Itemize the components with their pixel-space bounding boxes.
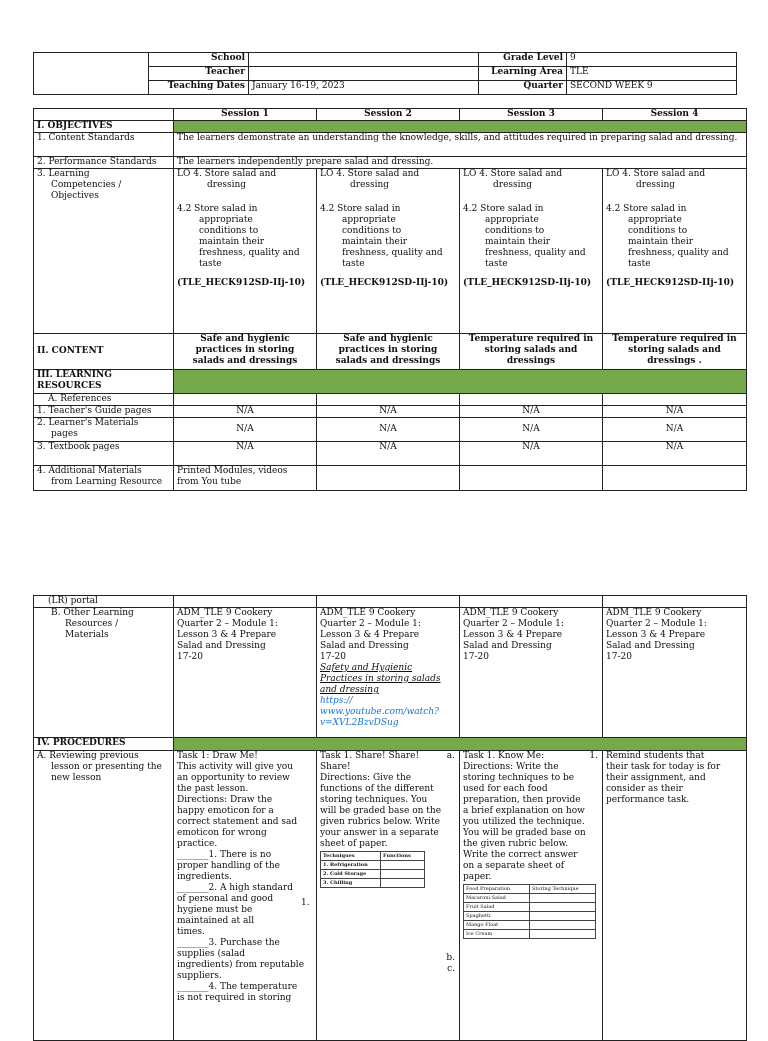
procedure-line: the given rubric below.: [463, 839, 569, 849]
adm-line: ADM_TLE 9 Cookery: [320, 608, 416, 618]
lo-line: dressing: [207, 180, 247, 190]
procedure-line: Task 1. Know Me:: [463, 751, 545, 761]
competency-line: conditions to: [485, 226, 545, 236]
other-session-3: [460, 608, 603, 738]
content-standards-text: The learners demonstrate an understanding the knowledge, skills, and attitudes required in preparing salad and dressing.: [174, 133, 747, 157]
other-session-4: [603, 608, 747, 738]
lo-line: dressing: [636, 180, 676, 190]
header-blank-cell: [34, 53, 149, 95]
procedure-session-2: [301, 751, 460, 1041]
procedure-line: on a separate sheet of: [463, 861, 565, 871]
food-head: Food Preparation: [464, 885, 530, 894]
competency-code: (TLE_HECK912SD-IIj-10): [606, 278, 735, 288]
adm-line: Lesson 3 & 4 Prepare: [463, 630, 563, 640]
adm-line: 17-20: [606, 652, 632, 662]
am-label-line: 4. Additional Materials: [37, 466, 142, 476]
procedure-line: of personal and good: [177, 894, 274, 904]
other-session-2: [317, 608, 460, 738]
lo-line: LO 4. Store salad and: [320, 169, 420, 179]
competency-session-4: [603, 169, 747, 334]
competency-line: maintain their: [342, 237, 408, 247]
adm-line: Lesson 3 & 4 Prepare: [177, 630, 277, 640]
procedures-heading: IV. PROCEDURES: [34, 738, 174, 751]
food-row: Mango Float: [464, 921, 530, 930]
area-value: TLE: [567, 67, 737, 81]
task-share: [320, 751, 456, 850]
lesson-plan-table: [33, 108, 747, 491]
competency-line: freshness, quality and: [342, 248, 443, 258]
lm-label-line: pages: [51, 429, 78, 439]
mark-1: 1.: [301, 898, 310, 908]
content-session-1: [174, 334, 317, 370]
procedure-line: an opportunity to review: [177, 773, 290, 783]
adm-line: Quarter 2 – Module 1:: [177, 619, 278, 629]
area-label: Learning Area: [479, 67, 567, 81]
procedure-line: _______4. The temperature: [177, 982, 298, 992]
mark-c: c.: [447, 964, 455, 974]
procedure-session-3: [460, 751, 603, 1041]
video-title-line: and dressing: [320, 685, 379, 695]
am-session-1: [174, 466, 317, 491]
lesson-plan-table-continued: [33, 595, 747, 1041]
adm-line: Salad and Dressing: [606, 641, 695, 651]
lo-line: dressing: [350, 180, 390, 190]
textbook-label: 3. Textbook pages: [34, 442, 174, 466]
competency-line: freshness, quality and: [199, 248, 300, 258]
lo-line: dressing: [493, 180, 533, 190]
competency-line: conditions to: [628, 226, 688, 236]
procedure-session-1: [174, 751, 317, 1041]
competency-line: appropriate: [628, 215, 682, 225]
competency-line: 4.2 Store salad in: [463, 204, 544, 214]
content-line: dressings .: [647, 356, 702, 366]
lo-line: LO 4. Store salad and: [606, 169, 706, 179]
proc-label-line: A. Reviewing previous: [37, 751, 139, 761]
competency-line: appropriate: [342, 215, 396, 225]
proc-label-line: lesson or presenting the: [51, 762, 162, 772]
adm-line: Salad and Dressing: [463, 641, 552, 651]
procedure-line: performance task.: [606, 795, 690, 805]
content-line: practices in storing: [195, 345, 295, 355]
procedure-line: their assignment, and: [606, 773, 706, 783]
adm-line: ADM_TLE 9 Cookery: [606, 608, 702, 618]
adm-line: Salad and Dressing: [320, 641, 409, 651]
adm-line: ADM_TLE 9 Cookery: [463, 608, 559, 618]
adm-line: Salad and Dressing: [177, 641, 266, 651]
proc-label-line: new lesson: [51, 773, 102, 783]
competency-session-2: [317, 169, 460, 334]
procedure-line: Write the correct answer: [463, 850, 578, 860]
dates-value: January 16-19, 2023: [249, 81, 479, 95]
food-row: Fruit Salad: [464, 903, 530, 912]
procedure-line: paper.: [463, 872, 492, 882]
lm-session-1: N/A: [174, 418, 317, 442]
procedure-line: Directions: Write the: [463, 762, 559, 772]
competencies-label: [34, 169, 174, 334]
procedure-line: Task 1. Share! Share!: [320, 751, 420, 761]
content-standards-label: 1. Content Standards: [34, 133, 174, 157]
procedure-line: Directions: Draw the: [177, 795, 273, 805]
procedure-line: storing techniques to be: [463, 773, 575, 783]
procedure-line: _______2. A high standard: [177, 883, 293, 893]
video-url-line: www.youtube.com/watch?: [320, 707, 439, 717]
adm-line: 17-20: [177, 652, 203, 662]
content-heading: II. CONTENT: [34, 334, 174, 370]
adm-line: Quarter 2 – Module 1:: [320, 619, 421, 629]
lr-portal-label: (LR) portal: [34, 596, 174, 608]
technique-head: Storing Technique: [530, 885, 596, 894]
procedure-line: you utilized the technique.: [463, 817, 585, 827]
procedure-line: your answer in a separate: [320, 828, 439, 838]
video-link[interactable]: [320, 696, 456, 729]
procedure-line: is not required in storing: [177, 993, 292, 1003]
procedure-line: times.: [177, 927, 205, 937]
competency-line: freshness, quality and: [485, 248, 586, 258]
procedure-line: _______3. Purchase the: [177, 938, 280, 948]
resources-heading-line: III. LEARNING: [37, 370, 112, 380]
competency-session-1: [174, 169, 317, 334]
procedure-line: Task 1: Draw Me!: [177, 751, 258, 761]
technique-row: 1. Refrigeration: [321, 861, 381, 870]
other-label-line: Resources /: [65, 619, 119, 629]
procedure-session-4: [603, 751, 747, 1041]
content-line: dressings: [506, 356, 556, 366]
procedure-line: supplies (salad: [177, 949, 246, 959]
adm-line: Lesson 3 & 4 Prepare: [320, 630, 420, 640]
references-label: A. References: [34, 394, 174, 406]
adm-line: Quarter 2 – Module 1:: [463, 619, 564, 629]
adm-line: ADM_TLE 9 Cookery: [177, 608, 273, 618]
procedure-line: This activity will give you: [177, 762, 293, 772]
other-label-line: B. Other Learning: [51, 608, 134, 618]
competencies-label-line: 3. Learning: [37, 169, 90, 179]
tb-session-1: N/A: [174, 442, 317, 466]
quarter-value: SECOND WEEK 9: [567, 81, 737, 95]
lo-line: LO 4. Store salad and: [177, 169, 277, 179]
competencies-label-line: Objectives: [51, 191, 99, 201]
mark-a: a.: [446, 751, 455, 761]
procedure-line: correct statement and sad: [177, 817, 298, 827]
school-value: [249, 53, 479, 67]
procedure-line: suppliers.: [177, 971, 222, 981]
procedure-a-label: [34, 751, 174, 1041]
video-title-line: Practices in storing salads: [320, 674, 441, 684]
other-session-1: [174, 608, 317, 738]
session-1-header: Session 1: [174, 109, 317, 121]
technique-row: 3. Chilling: [321, 879, 381, 888]
grade-value: 9: [567, 53, 737, 67]
procedure-line: practice.: [177, 839, 218, 849]
food-row: Ice Cream: [464, 930, 530, 939]
food-row: Macaroni Salad: [464, 894, 530, 903]
adm-line: Quarter 2 – Module 1:: [606, 619, 707, 629]
competency-line: 4.2 Store salad in: [177, 204, 258, 214]
content-line: salads and dressings: [335, 356, 441, 366]
header-table: [33, 52, 737, 95]
procedures-green-bar: [174, 738, 747, 751]
teacher-value: [249, 67, 479, 81]
lm-session-3: N/A: [460, 418, 603, 442]
content-line: storing salads and: [484, 345, 578, 355]
procedure-line: storing techniques. You: [320, 795, 428, 805]
tg-session-3: N/A: [460, 406, 603, 418]
quarter-label: Quarter: [479, 81, 567, 95]
procedure-line: maintained at all: [177, 916, 255, 926]
competency-line: freshness, quality and: [628, 248, 729, 258]
objectives-heading: I. OBJECTIVES: [34, 121, 174, 133]
procedure-line: ingredients) from reputable: [177, 960, 305, 970]
session-2-header: Session 2: [317, 109, 460, 121]
other-resources-label: [34, 608, 174, 738]
other-label-line: Materials: [65, 630, 109, 640]
lm-session-2: N/A: [317, 418, 460, 442]
teacher-label: Teacher: [149, 67, 249, 81]
tg-session-1: N/A: [174, 406, 317, 418]
procedure-line: a brief explanation on how: [463, 806, 585, 816]
procedure-line: given rubrics below. Write: [320, 817, 440, 827]
adm-block: [320, 608, 456, 663]
competency-line: appropriate: [199, 215, 253, 225]
lo-line: LO 4. Store salad and: [463, 169, 563, 179]
competency-code: (TLE_HECK912SD-IIj-10): [177, 278, 306, 288]
objectives-green-bar: [174, 121, 747, 133]
food-row: Spaghetti: [464, 912, 530, 921]
procedure-line: ingredients.: [177, 872, 232, 882]
content-line: Safe and hygienic: [200, 334, 290, 344]
procedure-line: used for each food: [463, 784, 548, 794]
tg-session-2: N/A: [317, 406, 460, 418]
am-label-line: from Learning Resource: [51, 477, 163, 487]
content-session-2: [317, 334, 460, 370]
am-line: Printed Modules, videos: [177, 466, 288, 476]
competency-line: conditions to: [199, 226, 259, 236]
video-title-line: Safety and Hygienic: [320, 663, 413, 673]
content-line: Safe and hygienic: [343, 334, 433, 344]
performance-standards-label: 2. Performance Standards: [34, 157, 174, 169]
competency-line: taste: [342, 259, 365, 269]
dates-label: Teaching Dates: [149, 81, 249, 95]
procedure-line: hygiene must be: [177, 905, 253, 915]
tb-session-4: N/A: [603, 442, 747, 466]
resources-green-bar: [174, 370, 747, 394]
procedure-line: the past lesson.: [177, 784, 249, 794]
procedure-line: happy emoticon for a: [177, 806, 274, 816]
procedure-line: Directions: Give the: [320, 773, 412, 783]
content-line: Temperature required in: [612, 334, 737, 344]
video-url-line: https://: [320, 696, 353, 706]
content-line: practices in storing: [338, 345, 438, 355]
content-session-4: [603, 334, 747, 370]
teachers-guide-label: 1. Teacher's Guide pages: [34, 406, 174, 418]
resources-heading-line: RESOURCES: [37, 381, 102, 391]
mark-1-session-3: 1.: [589, 751, 598, 761]
procedure-line: Remind students that: [606, 751, 705, 761]
tb-session-2: N/A: [317, 442, 460, 466]
lm-session-4: N/A: [603, 418, 747, 442]
session-4-header: Session 4: [603, 109, 747, 121]
competency-code: (TLE_HECK912SD-IIj-10): [463, 278, 592, 288]
tg-session-4: N/A: [603, 406, 747, 418]
corner-cell: [34, 109, 174, 121]
procedure-line: functions of the different: [320, 784, 434, 794]
procedure-line: emoticon for wrong: [177, 828, 267, 838]
competency-line: maintain their: [199, 237, 265, 247]
competency-line: appropriate: [485, 215, 539, 225]
task-know-me: [463, 751, 599, 883]
procedure-line: their task for today is for: [606, 762, 721, 772]
procedure-line: consider as their: [606, 784, 683, 794]
techniques-head: Techniques: [321, 852, 381, 861]
performance-standards-text: The learners independently prepare salad and dressing.: [174, 157, 747, 169]
learners-materials-label: [34, 418, 174, 442]
content-line: Temperature required in: [468, 334, 594, 344]
competency-line: 4.2 Store salad in: [320, 204, 401, 214]
school-label: School: [149, 53, 249, 67]
procedure-line: proper handling of the: [177, 861, 280, 871]
competency-line: taste: [199, 259, 222, 269]
resources-heading: [34, 370, 174, 394]
procedure-line: Share!: [320, 762, 351, 772]
competency-line: taste: [485, 259, 508, 269]
competency-line: 4.2 Store salad in: [606, 204, 687, 214]
adm-line: Lesson 3 & 4 Prepare: [606, 630, 706, 640]
video-title[interactable]: [320, 663, 456, 696]
grade-label: Grade Level: [479, 53, 567, 67]
mark-b: b.: [446, 953, 455, 963]
technique-row: 2. Cold Storage: [321, 870, 381, 879]
am-line: from You tube: [177, 477, 242, 487]
procedure-line: You will be graded base on: [463, 828, 586, 838]
adm-line: 17-20: [463, 652, 489, 662]
session-3-header: Session 3: [460, 109, 603, 121]
competency-line: maintain their: [485, 237, 551, 247]
techniques-table: [320, 851, 425, 888]
competency-line: maintain their: [628, 237, 694, 247]
procedure-line: sheet of paper.: [320, 839, 388, 849]
procedure-line: will be graded base on the: [320, 806, 442, 816]
competency-code: (TLE_HECK912SD-IIj-10): [320, 278, 449, 288]
functions-head: Functions: [381, 852, 425, 861]
procedure-line: _______1. There is no: [177, 850, 272, 860]
additional-materials-label: [34, 466, 174, 491]
video-url-line: v=XVL2BzvDSug: [320, 718, 399, 728]
adm-line: 17-20: [320, 652, 346, 662]
food-table: [463, 884, 596, 939]
content-session-3: [460, 334, 603, 370]
competencies-label-line: Competencies /: [51, 180, 122, 190]
content-line: salads and dressings: [192, 356, 298, 366]
competency-line: conditions to: [342, 226, 402, 236]
procedure-line: preparation, then provide: [463, 795, 581, 805]
lm-label-line: 2. Learner's Materials: [37, 418, 139, 428]
competency-session-3: [460, 169, 603, 334]
tb-session-3: N/A: [460, 442, 603, 466]
competency-line: taste: [628, 259, 651, 269]
content-line: storing salads and: [628, 345, 721, 355]
